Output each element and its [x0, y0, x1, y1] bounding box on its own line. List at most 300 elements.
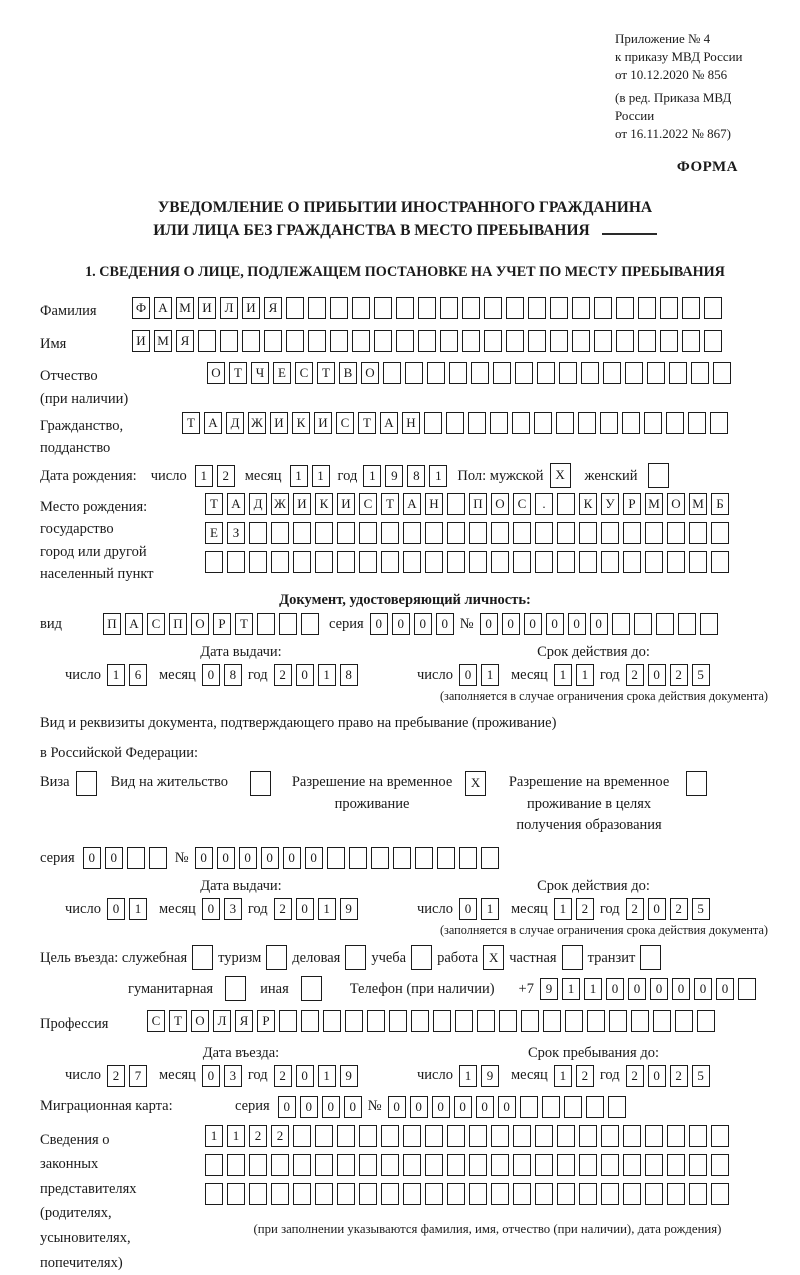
char-box: [374, 297, 392, 319]
section1-heading: 1. СВЕДЕНИЯ О ЛИЦЕ, ПОДЛЕЖАЩЕМ ПОСТАНОВКЕ НА УЧЕТ ПО МЕСТУ ПРЕБЫВАНИЯ: [85, 264, 725, 281]
char-box: [337, 1154, 355, 1176]
char-box: Т: [169, 1010, 187, 1032]
char-box: 0: [392, 613, 410, 635]
patronymic-cells: [207, 362, 731, 384]
char-box: 2: [626, 1065, 644, 1087]
char-box: [565, 1010, 583, 1032]
char-box: [713, 362, 731, 384]
char-box: Е: [273, 362, 291, 384]
entry-dates-block: [40, 1045, 770, 1087]
char-box: [381, 1125, 399, 1147]
char-box: [205, 1183, 223, 1205]
char-box: [623, 1125, 641, 1147]
char-box: [345, 1010, 363, 1032]
char-box: [352, 330, 370, 352]
year-label: год: [337, 467, 358, 484]
char-box: М: [689, 493, 707, 515]
migration-series-label: серия: [235, 1098, 270, 1115]
char-box: И: [293, 493, 311, 515]
char-box: [711, 1154, 729, 1176]
char-box: [349, 847, 367, 869]
birthplace-cells-row3: [205, 551, 729, 573]
char-box: 1: [205, 1125, 223, 1147]
char-box: [623, 551, 641, 573]
char-box: [667, 1183, 685, 1205]
doc-expiry-year-cells: [626, 664, 710, 686]
char-box: [603, 362, 621, 384]
char-box: П: [469, 493, 487, 515]
char-box: [279, 1010, 297, 1032]
char-box: 1: [576, 664, 594, 686]
purpose-tourism-checkbox: [266, 945, 287, 970]
char-box: [711, 1183, 729, 1205]
char-box: [337, 1183, 355, 1205]
char-box: [315, 522, 333, 544]
char-box: [535, 522, 553, 544]
char-box: [660, 330, 678, 352]
char-box: [535, 1154, 553, 1176]
char-box: [700, 613, 718, 635]
char-box: 0: [370, 613, 388, 635]
char-box: Р: [623, 493, 641, 515]
char-box: [337, 551, 355, 573]
residence-doc-line2: в Российской Федерации:: [40, 744, 199, 761]
char-box: Р: [257, 1010, 275, 1032]
char-box: Д: [226, 412, 244, 434]
stay-year-cells: [626, 1065, 710, 1087]
char-box: [374, 330, 392, 352]
char-box: [359, 1125, 377, 1147]
char-box: [572, 330, 590, 352]
char-box: [557, 551, 575, 573]
char-box: А: [227, 493, 245, 515]
entry-day-cells: [107, 1065, 147, 1087]
char-box: И: [198, 297, 216, 319]
char-box: [469, 1154, 487, 1176]
char-box: 1: [562, 978, 580, 1000]
char-box: [271, 551, 289, 573]
char-box: [579, 1154, 597, 1176]
char-box: 0: [278, 1096, 296, 1118]
stay-until-heading: Срок пребывания до:: [528, 1044, 659, 1061]
purpose-private-label: частная: [509, 949, 557, 966]
char-box: 2: [274, 898, 292, 920]
char-box: 0: [202, 1065, 220, 1087]
char-box: [271, 1183, 289, 1205]
char-box: [315, 1125, 333, 1147]
char-box: [286, 297, 304, 319]
char-box: [249, 522, 267, 544]
birthplace-block: [40, 493, 770, 586]
char-box: [645, 1154, 663, 1176]
purpose-row: [40, 946, 770, 970]
char-box: [738, 978, 756, 1000]
char-box: [405, 362, 423, 384]
representatives-label-line: законных: [40, 1156, 99, 1173]
char-box: [638, 330, 656, 352]
char-box: Я: [264, 297, 282, 319]
char-box: [601, 522, 619, 544]
representatives-label-line: попечителях): [40, 1254, 123, 1271]
char-box: 3: [224, 1065, 242, 1087]
representatives-label: [40, 1125, 205, 1275]
char-box: Т: [317, 362, 335, 384]
doc-issue-year-cells: [274, 664, 358, 686]
char-box: О: [361, 362, 379, 384]
char-box: 0: [648, 664, 666, 686]
char-box: А: [380, 412, 398, 434]
char-box: 2: [670, 1065, 688, 1087]
temp-residence-edu-label: Разрешение на временное проживание в целях получения образования: [508, 773, 670, 834]
char-box: [437, 847, 455, 869]
citizenship-label: [40, 412, 182, 460]
char-box: [337, 522, 355, 544]
char-box: [205, 1154, 223, 1176]
day-label: число: [417, 666, 453, 683]
stay-day-cells: [459, 1065, 499, 1087]
day-label: число: [65, 666, 101, 683]
doc-expiry-day-cells: [459, 664, 499, 686]
char-box: [315, 551, 333, 573]
sex-male-checkbox: [550, 463, 571, 488]
purpose-private-checkbox: [562, 945, 583, 970]
doc-series-cells: [370, 613, 454, 635]
char-box: 3: [224, 898, 242, 920]
char-box: 0: [454, 1096, 472, 1118]
residence-doc-line1: Вид и реквизиты документа, подтверждающего право на пребывание (проживание): [40, 714, 557, 731]
migration-card-row: [40, 1096, 770, 1118]
char-box: 1: [363, 465, 381, 487]
residence-permit-label: Вид на жительство: [110, 773, 229, 790]
char-box: [359, 551, 377, 573]
char-box: [622, 412, 640, 434]
entry-year-cells: [274, 1065, 358, 1087]
char-box: [393, 847, 411, 869]
char-box: [447, 522, 465, 544]
char-box: 9: [385, 465, 403, 487]
char-box: О: [191, 1010, 209, 1032]
char-box: [667, 1125, 685, 1147]
char-box: [447, 551, 465, 573]
purpose-humanitarian-checkbox: [225, 976, 246, 1001]
char-box: 1: [318, 1065, 336, 1087]
char-box: [205, 551, 223, 573]
char-box: X: [550, 463, 571, 488]
char-box: [227, 551, 245, 573]
residence-doc-options-row: [40, 772, 770, 837]
char-box: [491, 522, 509, 544]
permit-expiry-year-cells: [626, 898, 710, 920]
purpose-tourism-label: туризм: [218, 949, 262, 966]
purpose-work-label: работа: [437, 949, 479, 966]
day-label: число: [150, 467, 187, 484]
char-box: Л: [213, 1010, 231, 1032]
char-box: [616, 297, 634, 319]
char-box: [528, 330, 546, 352]
doc-series-label: серия: [329, 615, 364, 632]
day-label: число: [417, 1067, 453, 1084]
char-box: [689, 551, 707, 573]
month-label: месяц: [510, 900, 548, 917]
header-line: Приложение № 4: [615, 31, 711, 46]
birthplace-label-line4: населенный пункт: [40, 566, 154, 583]
char-box: 2: [274, 664, 292, 686]
char-box: [704, 297, 722, 319]
char-box: А: [403, 493, 421, 515]
char-box: С: [359, 493, 377, 515]
char-box: 0: [202, 898, 220, 920]
char-box: [425, 1154, 443, 1176]
char-box: .: [535, 493, 553, 515]
patronymic-row: [40, 362, 770, 410]
char-box: А: [204, 412, 222, 434]
char-box: 8: [407, 465, 425, 487]
char-box: 0: [459, 898, 477, 920]
char-box: 0: [107, 898, 125, 920]
header-line: к приказу МВД России: [615, 48, 743, 64]
char-box: [127, 847, 145, 869]
char-box: 5: [692, 898, 710, 920]
char-box: [484, 297, 502, 319]
purpose-transit-label: транзит: [587, 949, 636, 966]
char-box: И: [270, 412, 288, 434]
char-box: [381, 1154, 399, 1176]
char-box: [425, 1183, 443, 1205]
char-box: [484, 330, 502, 352]
doc-expiry-heading: Срок действия до:: [537, 643, 650, 660]
char-box: 0: [476, 1096, 494, 1118]
char-box: К: [315, 493, 333, 515]
temp-residence-edu-checkbox: [686, 771, 707, 796]
char-box: С: [513, 493, 531, 515]
purpose-official-label: Цель въезда: служебная: [40, 949, 188, 966]
char-box: 2: [274, 1065, 292, 1087]
char-box: 1: [554, 664, 572, 686]
char-box: [271, 522, 289, 544]
char-box: [383, 362, 401, 384]
char-box: [271, 1154, 289, 1176]
char-box: [653, 1010, 671, 1032]
char-box: [691, 362, 709, 384]
char-box: [427, 362, 445, 384]
char-box: X: [465, 771, 486, 796]
char-box: [521, 1010, 539, 1032]
char-box: [513, 1154, 531, 1176]
char-box: [330, 330, 348, 352]
char-box: [447, 1125, 465, 1147]
char-box: [634, 613, 652, 635]
char-box: [667, 551, 685, 573]
char-box: [149, 847, 167, 869]
char-box: [469, 551, 487, 573]
patronymic-label-line2: (при наличии): [40, 390, 129, 407]
permit-issue-month-cells: [202, 898, 242, 920]
char-box: [227, 1154, 245, 1176]
char-box: 1: [459, 1065, 477, 1087]
residence-permit-checkbox: [250, 771, 271, 796]
char-box: [704, 330, 722, 352]
char-box: 1: [584, 978, 602, 1000]
char-box: 0: [344, 1096, 362, 1118]
char-box: О: [491, 493, 509, 515]
year-label: год: [599, 1067, 620, 1084]
char-box: Ж: [248, 412, 266, 434]
sex-female-checkbox: [648, 463, 669, 488]
char-box: [616, 330, 634, 352]
day-label: число: [65, 1067, 101, 1084]
char-box: 1: [554, 1065, 572, 1087]
char-box: 1: [107, 664, 125, 686]
char-box: [225, 976, 246, 1001]
char-box: [301, 976, 322, 1001]
char-box: [556, 412, 574, 434]
char-box: 1: [318, 898, 336, 920]
char-box: [249, 1183, 267, 1205]
char-box: 0: [694, 978, 712, 1000]
char-box: 2: [670, 664, 688, 686]
char-box: [534, 412, 552, 434]
char-box: [609, 1010, 627, 1032]
char-box: 9: [340, 1065, 358, 1087]
char-box: 1: [290, 465, 308, 487]
char-box: [403, 1154, 421, 1176]
profession-cells: [147, 1010, 715, 1032]
char-box: [645, 522, 663, 544]
char-box: 1: [318, 664, 336, 686]
char-box: [220, 330, 238, 352]
char-box: 0: [83, 847, 101, 869]
citizenship-label-line1: Гражданство,: [40, 418, 124, 434]
char-box: [359, 522, 377, 544]
month-label: месяц: [158, 666, 196, 683]
char-box: Т: [381, 493, 399, 515]
char-box: Ч: [251, 362, 269, 384]
char-box: [612, 613, 630, 635]
char-box: [669, 362, 687, 384]
title-blank-line: [602, 233, 657, 235]
char-box: [491, 1125, 509, 1147]
char-box: [308, 297, 326, 319]
representatives-block: [40, 1125, 770, 1275]
permit-issue-day-cells: [107, 898, 147, 920]
char-box: [587, 1010, 605, 1032]
char-box: [689, 522, 707, 544]
sex-female-label: женский: [584, 467, 638, 484]
char-box: 0: [648, 898, 666, 920]
purpose-humanitarian-label: гуманитарная: [128, 980, 214, 997]
char-box: [249, 1154, 267, 1176]
char-box: [389, 1010, 407, 1032]
char-box: [198, 330, 216, 352]
purpose-business-checkbox: [345, 945, 366, 970]
month-label: месяц: [510, 666, 548, 683]
entry-month-cells: [202, 1065, 242, 1087]
char-box: 0: [590, 613, 608, 635]
citizenship-cells: [182, 412, 728, 434]
birth-day-cells: [195, 465, 235, 487]
char-box: 2: [576, 1065, 594, 1087]
phone-prefix: +7: [518, 980, 534, 997]
char-box: [315, 1154, 333, 1176]
char-box: 2: [107, 1065, 125, 1087]
char-box: [557, 1125, 575, 1147]
char-box: [579, 522, 597, 544]
char-box: X: [483, 945, 504, 970]
header-edit-line: (в ред. Приказа МВД России: [615, 89, 732, 123]
doc-kind-row: [40, 613, 770, 635]
char-box: 2: [271, 1125, 289, 1147]
permit-issue-year-cells: [274, 898, 358, 920]
char-box: [550, 330, 568, 352]
char-box: [601, 1154, 619, 1176]
char-box: О: [191, 613, 209, 635]
char-box: [425, 551, 443, 573]
representatives-label-line: усыновителях,: [40, 1230, 131, 1247]
char-box: [625, 362, 643, 384]
char-box: [469, 522, 487, 544]
given-name-cells: [132, 330, 722, 352]
char-box: 8: [224, 664, 242, 686]
char-box: [678, 613, 696, 635]
purpose-row2: [128, 977, 770, 1001]
birthplace-cells-row1: [205, 493, 729, 515]
char-box: 0: [650, 978, 668, 1000]
char-box: [76, 771, 97, 796]
char-box: [631, 1010, 649, 1032]
char-box: С: [336, 412, 354, 434]
char-box: [557, 1183, 575, 1205]
given-name-row: [40, 330, 770, 355]
char-box: 0: [480, 613, 498, 635]
surname-row: [40, 297, 770, 322]
doc-issue-day-cells: [107, 664, 147, 686]
char-box: 0: [568, 613, 586, 635]
char-box: [381, 551, 399, 573]
char-box: [645, 1125, 663, 1147]
char-box: А: [125, 613, 143, 635]
migration-number-cells: [388, 1096, 626, 1118]
form-label: ФОРМА: [676, 158, 738, 175]
char-box: 0: [283, 847, 301, 869]
char-box: 0: [195, 847, 213, 869]
char-box: [293, 1154, 311, 1176]
char-box: [537, 362, 555, 384]
char-box: 0: [546, 613, 564, 635]
char-box: [242, 330, 260, 352]
char-box: [359, 1183, 377, 1205]
char-box: [449, 362, 467, 384]
char-box: М: [154, 330, 172, 352]
char-box: [645, 551, 663, 573]
given-name-label: Имя: [40, 335, 67, 352]
day-label: число: [417, 900, 453, 917]
char-box: [418, 297, 436, 319]
char-box: [257, 613, 275, 635]
doc-type-cells: [103, 613, 319, 635]
char-box: 0: [502, 613, 520, 635]
char-box: И: [337, 493, 355, 515]
char-box: 0: [436, 613, 454, 635]
stay-month-cells: [554, 1065, 594, 1087]
char-box: 2: [249, 1125, 267, 1147]
char-box: [396, 297, 414, 319]
char-box: 9: [481, 1065, 499, 1087]
char-box: Т: [235, 613, 253, 635]
char-box: [327, 847, 345, 869]
char-box: [433, 1010, 451, 1032]
char-box: [557, 1154, 575, 1176]
char-box: [499, 1010, 517, 1032]
